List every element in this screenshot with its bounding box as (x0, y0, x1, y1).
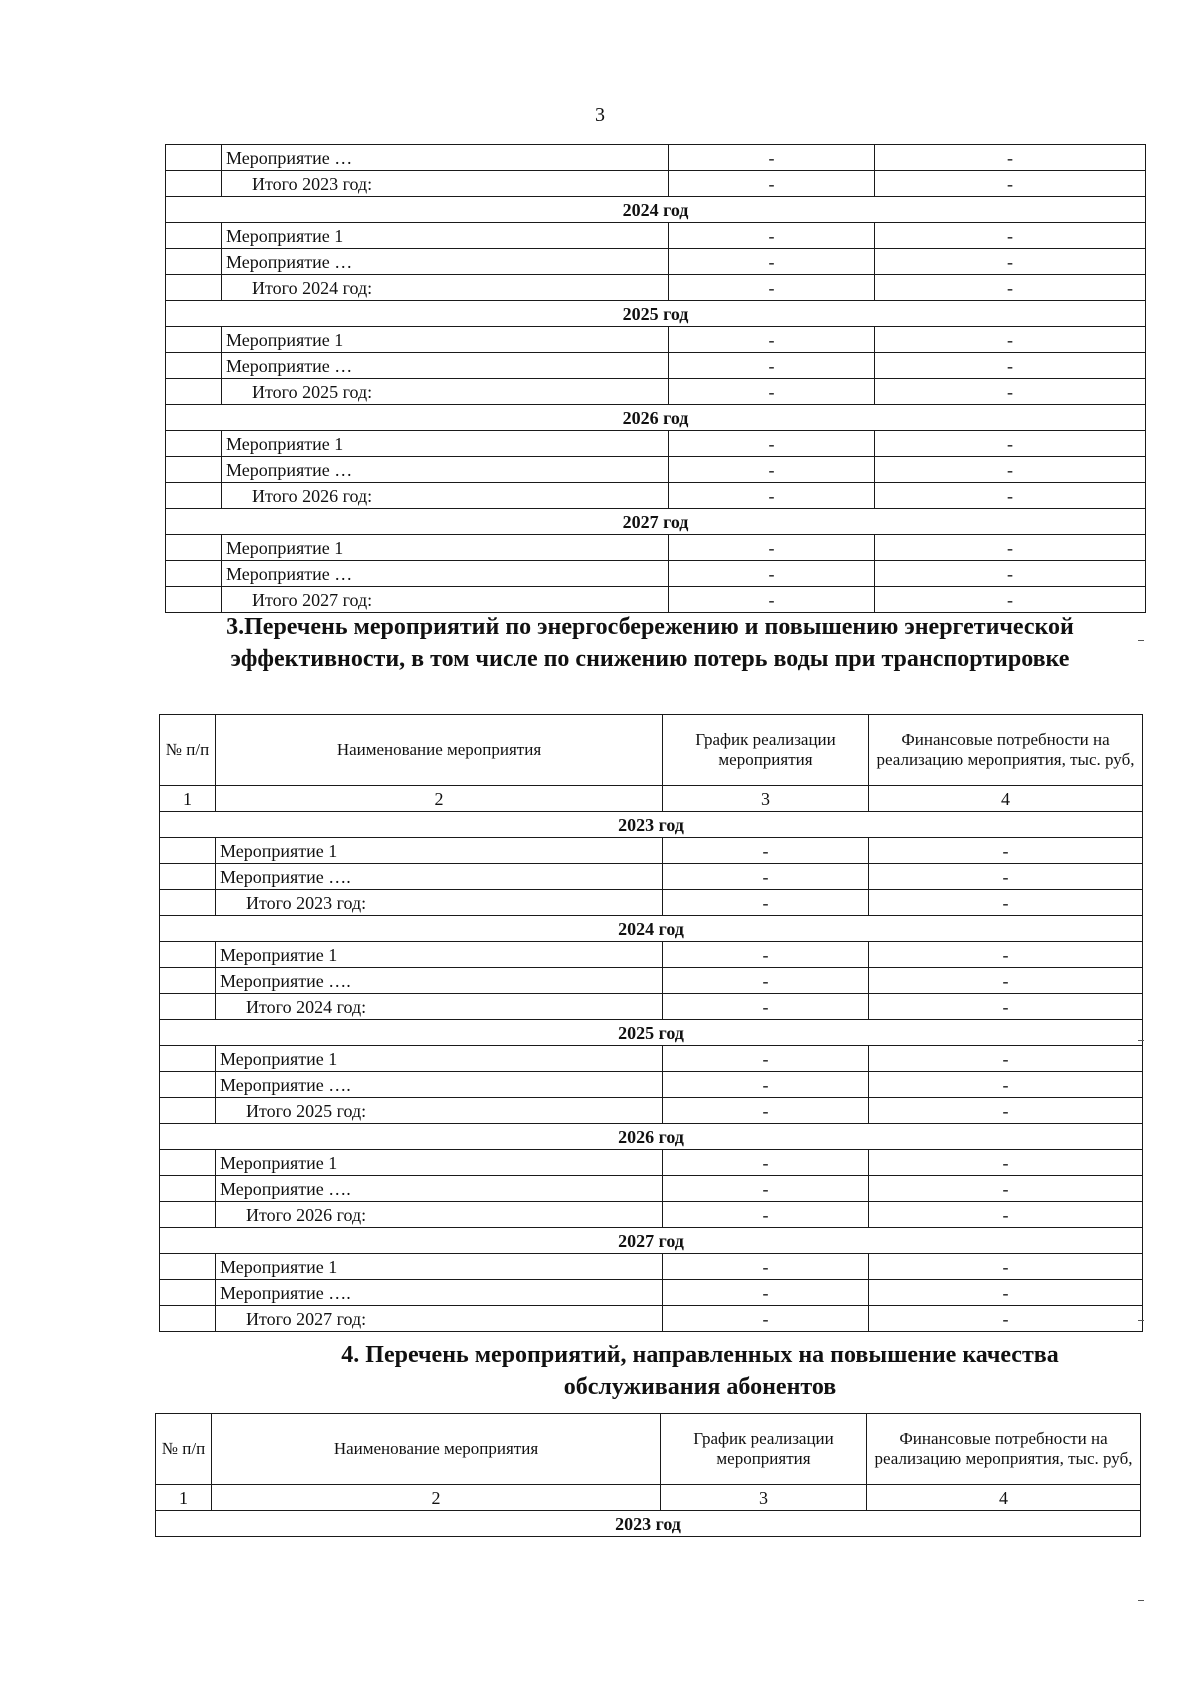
finance-value: - (875, 457, 1146, 483)
schedule-value: - (663, 1150, 869, 1176)
finance-value: - (869, 994, 1143, 1020)
total-row (160, 1098, 1143, 1124)
event-row (166, 223, 1146, 249)
schedule-value: - (669, 275, 875, 301)
event-name: Мероприятие … (222, 561, 669, 587)
event-row (166, 535, 1146, 561)
finance-value: - (869, 1280, 1143, 1306)
row-number (160, 994, 216, 1020)
event-row (166, 353, 1146, 379)
row-number (160, 1254, 216, 1280)
year-label: 2023 год (160, 812, 1143, 838)
event-row (166, 561, 1146, 587)
finance-value: - (869, 1176, 1143, 1202)
row-number (160, 864, 216, 890)
finance-value: - (869, 1202, 1143, 1228)
finance-value: - (875, 353, 1146, 379)
row-number (166, 587, 222, 613)
scan-margin-mark (1138, 1600, 1144, 1601)
year-row (156, 1511, 1141, 1537)
event-name: Мероприятие …. (216, 1176, 663, 1202)
event-row (160, 1046, 1143, 1072)
total-row (160, 1306, 1143, 1332)
column-number: 1 (160, 786, 216, 812)
total-label: Итого 2026 год: (216, 1202, 663, 1228)
row-number (160, 1306, 216, 1332)
schedule-value: - (663, 1280, 869, 1306)
table-header (160, 715, 1143, 812)
row-number (166, 327, 222, 353)
finance-value: - (869, 890, 1143, 916)
event-row (160, 864, 1143, 890)
schedule-value: - (669, 457, 875, 483)
header-name: Наименование мероприятия (212, 1414, 661, 1485)
section-4-title (330, 1340, 1070, 1403)
finance-value: - (869, 942, 1143, 968)
schedule-value: - (663, 968, 869, 994)
event-name: Мероприятие … (222, 457, 669, 483)
total-row (166, 275, 1146, 301)
finance-value: - (875, 145, 1146, 171)
year-label: 2026 год (166, 405, 1146, 431)
event-row (166, 327, 1146, 353)
schedule-value: - (663, 1046, 869, 1072)
event-name: Мероприятие … (222, 145, 669, 171)
row-number (160, 1202, 216, 1228)
column-numbers-row (160, 786, 1143, 812)
events-table-continuation (165, 144, 1146, 613)
schedule-value: - (669, 379, 875, 405)
header-schedule: График реализации мероприятия (661, 1414, 867, 1485)
event-row (160, 1254, 1143, 1280)
event-row (166, 457, 1146, 483)
total-row (166, 171, 1146, 197)
total-label: Итого 2026 год: (222, 483, 669, 509)
column-number: 1 (156, 1485, 212, 1511)
year-label: 2027 год (166, 509, 1146, 535)
schedule-value: - (663, 1098, 869, 1124)
energy-saving-events-table (159, 714, 1143, 1332)
column-number: 2 (212, 1485, 661, 1511)
finance-value: - (875, 327, 1146, 353)
event-row (166, 431, 1146, 457)
event-row (166, 249, 1146, 275)
row-number (166, 249, 222, 275)
event-name: Мероприятие … (222, 353, 669, 379)
schedule-value: - (663, 1176, 869, 1202)
row-number (166, 457, 222, 483)
finance-value: - (869, 1072, 1143, 1098)
finance-value: - (875, 249, 1146, 275)
schedule-value: - (663, 942, 869, 968)
finance-value: - (869, 838, 1143, 864)
total-row (160, 890, 1143, 916)
year-row (166, 509, 1146, 535)
event-name: Мероприятие …. (216, 1072, 663, 1098)
year-label: 2027 год (160, 1228, 1143, 1254)
event-name: Мероприятие 1 (222, 223, 669, 249)
year-row (160, 1020, 1143, 1046)
total-row (160, 994, 1143, 1020)
event-name: Мероприятие 1 (222, 431, 669, 457)
event-name: Мероприятие …. (216, 1280, 663, 1306)
total-row (166, 483, 1146, 509)
schedule-value: - (663, 838, 869, 864)
scan-margin-mark (1138, 1320, 1144, 1321)
schedule-value: - (669, 145, 875, 171)
finance-value: - (875, 535, 1146, 561)
event-row (160, 838, 1143, 864)
event-row (160, 968, 1143, 994)
finance-value: - (875, 587, 1146, 613)
row-number (160, 1150, 216, 1176)
total-label: Итого 2025 год: (216, 1098, 663, 1124)
event-name: Мероприятие … (222, 249, 669, 275)
scan-margin-mark (1138, 1040, 1144, 1041)
header-num: № п/п (160, 715, 216, 786)
finance-value: - (869, 864, 1143, 890)
row-number (160, 1098, 216, 1124)
table-body (156, 1511, 1141, 1537)
header-row (160, 715, 1143, 786)
schedule-value: - (669, 171, 875, 197)
section-3-title (180, 612, 1120, 675)
finance-value: - (875, 223, 1146, 249)
year-row (160, 812, 1143, 838)
row-number (160, 1046, 216, 1072)
total-label: Итого 2025 год: (222, 379, 669, 405)
finance-value: - (869, 1046, 1143, 1072)
schedule-value: - (663, 1306, 869, 1332)
total-label: Итого 2027 год: (216, 1306, 663, 1332)
year-row (160, 1124, 1143, 1150)
event-name: Мероприятие 1 (216, 838, 663, 864)
event-name: Мероприятие …. (216, 864, 663, 890)
finance-value: - (869, 968, 1143, 994)
event-name: Мероприятие 1 (216, 942, 663, 968)
total-label: Итого 2023 год: (216, 890, 663, 916)
event-row (160, 1072, 1143, 1098)
year-row (166, 405, 1146, 431)
event-row (160, 1280, 1143, 1306)
table-body (160, 812, 1143, 1332)
finance-value: - (875, 379, 1146, 405)
event-name: Мероприятие 1 (222, 535, 669, 561)
row-number (160, 1176, 216, 1202)
event-name: Мероприятие …. (216, 968, 663, 994)
header-row (156, 1414, 1141, 1485)
finance-value: - (875, 483, 1146, 509)
schedule-value: - (663, 1202, 869, 1228)
year-row (166, 301, 1146, 327)
schedule-value: - (669, 535, 875, 561)
year-row (166, 197, 1146, 223)
schedule-value: - (669, 431, 875, 457)
row-number (166, 379, 222, 405)
schedule-value: - (663, 1072, 869, 1098)
header-finance: Финансовые потребности на реализацию мероприятия, тыс. руб, (867, 1414, 1141, 1485)
row-number (166, 431, 222, 457)
schedule-value: - (663, 890, 869, 916)
section-3-title-text: 3.Перечень мероприятий по энергосбережению и повышению энергетической эффективности, в том числе по снижению потерь воды при транспортировке (226, 614, 1074, 672)
section-4-title-text: 4. Перечень мероприятий, направленных на повышение качества обслуживания абонентов (341, 1342, 1059, 1400)
schedule-value: - (663, 864, 869, 890)
row-number (160, 968, 216, 994)
column-number: 2 (216, 786, 663, 812)
header-finance: Финансовые потребности на реализацию мероприятия, тыс. руб, (869, 715, 1143, 786)
event-name: Мероприятие 1 (216, 1254, 663, 1280)
scan-margin-mark (1138, 640, 1144, 641)
schedule-value: - (663, 1254, 869, 1280)
column-number: 3 (661, 1485, 867, 1511)
event-name: Мероприятие 1 (216, 1150, 663, 1176)
row-number (160, 890, 216, 916)
row-number (160, 1072, 216, 1098)
event-row (166, 145, 1146, 171)
schedule-value: - (669, 353, 875, 379)
event-row (160, 942, 1143, 968)
event-name: Мероприятие 1 (222, 327, 669, 353)
row-number (166, 223, 222, 249)
year-label: 2024 год (160, 916, 1143, 942)
finance-value: - (875, 431, 1146, 457)
service-quality-events-table (155, 1413, 1141, 1537)
schedule-value: - (669, 327, 875, 353)
total-label: Итого 2024 год: (216, 994, 663, 1020)
year-label: 2026 год (160, 1124, 1143, 1150)
event-row (160, 1150, 1143, 1176)
table-header (156, 1414, 1141, 1511)
schedule-value: - (669, 483, 875, 509)
total-row (166, 587, 1146, 613)
total-row (166, 379, 1146, 405)
total-label: Итого 2024 год: (222, 275, 669, 301)
event-name: Мероприятие 1 (216, 1046, 663, 1072)
year-label: 2024 год (166, 197, 1146, 223)
schedule-value: - (669, 587, 875, 613)
schedule-value: - (669, 223, 875, 249)
schedule-value: - (669, 561, 875, 587)
event-row (160, 1176, 1143, 1202)
row-number (166, 145, 222, 171)
year-label: 2025 год (166, 301, 1146, 327)
header-num: № п/п (156, 1414, 212, 1485)
header-schedule: График реализации мероприятия (663, 715, 869, 786)
row-number (166, 275, 222, 301)
column-number: 3 (663, 786, 869, 812)
page-number: 3 (595, 104, 605, 126)
total-row (160, 1202, 1143, 1228)
finance-value: - (875, 275, 1146, 301)
finance-value: - (869, 1098, 1143, 1124)
finance-value: - (869, 1150, 1143, 1176)
header-name: Наименование мероприятия (216, 715, 663, 786)
column-number: 4 (867, 1485, 1141, 1511)
row-number (166, 535, 222, 561)
row-number (166, 353, 222, 379)
year-label: 2025 год (160, 1020, 1143, 1046)
row-number (166, 171, 222, 197)
column-number: 4 (869, 786, 1143, 812)
finance-value: - (869, 1254, 1143, 1280)
finance-value: - (869, 1306, 1143, 1332)
row-number (166, 561, 222, 587)
row-number (160, 942, 216, 968)
row-number (166, 483, 222, 509)
table-body (166, 145, 1146, 613)
schedule-value: - (669, 249, 875, 275)
schedule-value: - (663, 994, 869, 1020)
row-number (160, 1280, 216, 1306)
finance-value: - (875, 171, 1146, 197)
row-number (160, 838, 216, 864)
year-row (160, 1228, 1143, 1254)
year-row (160, 916, 1143, 942)
year-label: 2023 год (156, 1511, 1141, 1537)
finance-value: - (875, 561, 1146, 587)
total-label: Итого 2023 год: (222, 171, 669, 197)
column-numbers-row (156, 1485, 1141, 1511)
total-label: Итого 2027 год: (222, 587, 669, 613)
